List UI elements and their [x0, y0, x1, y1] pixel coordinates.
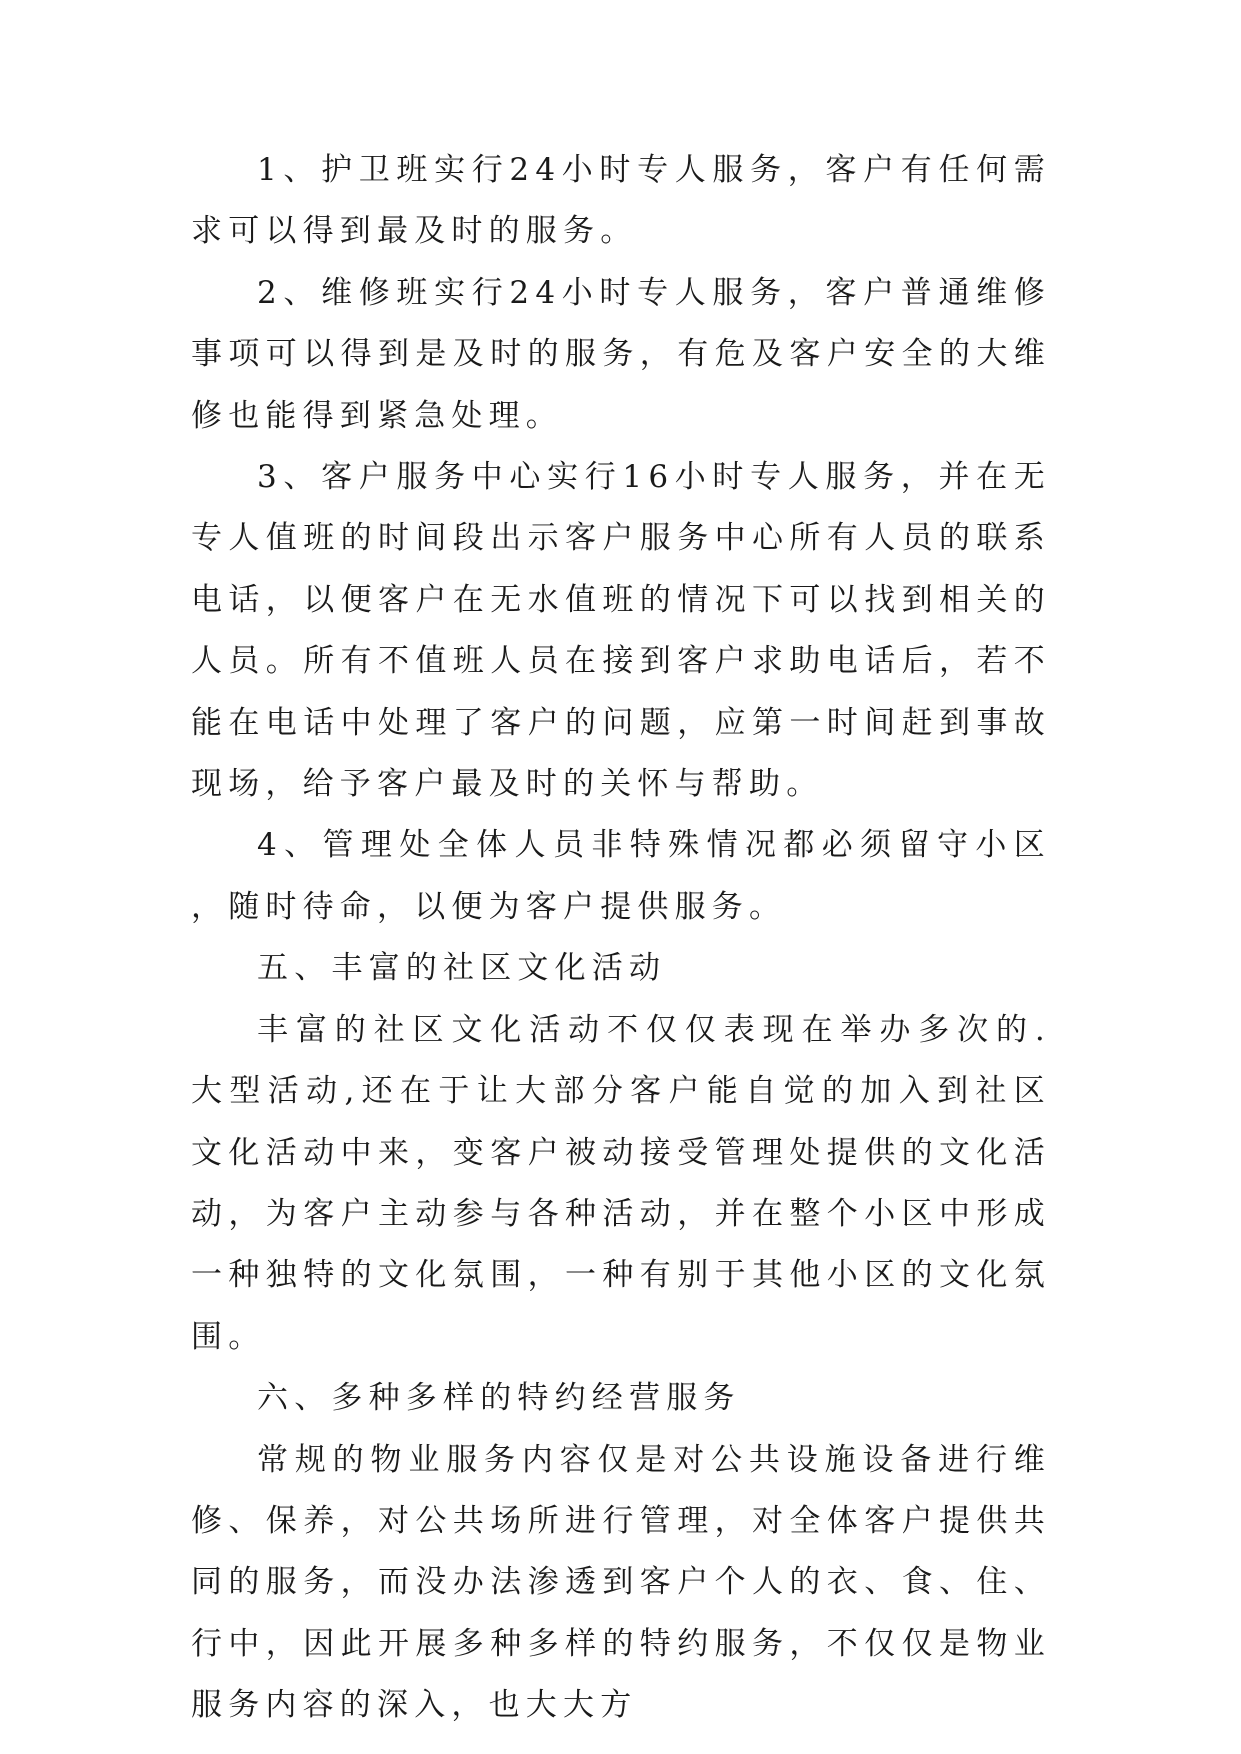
section-heading-community-culture: 五、丰富的社区文化活动	[257, 950, 667, 987]
paragraph-community-culture: 丰富的社区文化活动不仅仅表现在举办多次的.大型活动,还在于让大部分客户能自觉的加入到社区文化活动中来，变客户被动接受管理处提供的文化活动，为客户主动参与各种活动，并在整个小区中形成一种独特的文化氛围，一种有别于其他小区的文化氛围。	[191, 1011, 1051, 1355]
paragraph-guard-service: 1、护卫班实行24小时专人服务，客户有任何需求可以得到最及时的服务。	[191, 152, 1051, 250]
paragraph-maintenance-service: 2、维修班实行24小时专人服务，客户普通维修事项可以得到是及时的服务，有危及客户安全的大维修也能得到紧急处理。	[191, 274, 1051, 434]
paragraph-special-services: 常规的物业服务内容仅是对公共设施设备进行维修、保养，对公共场所进行管理，对全体客户提供共同的服务，而没办法渗透到客户个人的衣、食、住、行中，因此开展多种多样的特约服务，不仅仅是物业服务内容的深入，也大大方	[191, 1441, 1051, 1724]
section-heading-special-services: 六、多种多样的特约经营服务	[257, 1380, 741, 1417]
document-body	[191, 140, 1051, 1737]
paragraph-customer-service-center: 3、客户服务中心实行16小时专人服务，并在无专人值班的时间段出示客户服务中心所有人员的联系电话，以便客户在无水值班的情况下可以找到相关的人员。所有不值班人员在接到客户求助电话后，若不能在电话中处理了客户的问题，应第一时间赶到事故现场，给予客户最及时的关怀与帮助。	[191, 459, 1051, 803]
paragraph-management-staff: 4、管理处全体人员非特殊情况都必须留守小区，随时待命，以便为客户提供服务。	[191, 827, 1051, 925]
